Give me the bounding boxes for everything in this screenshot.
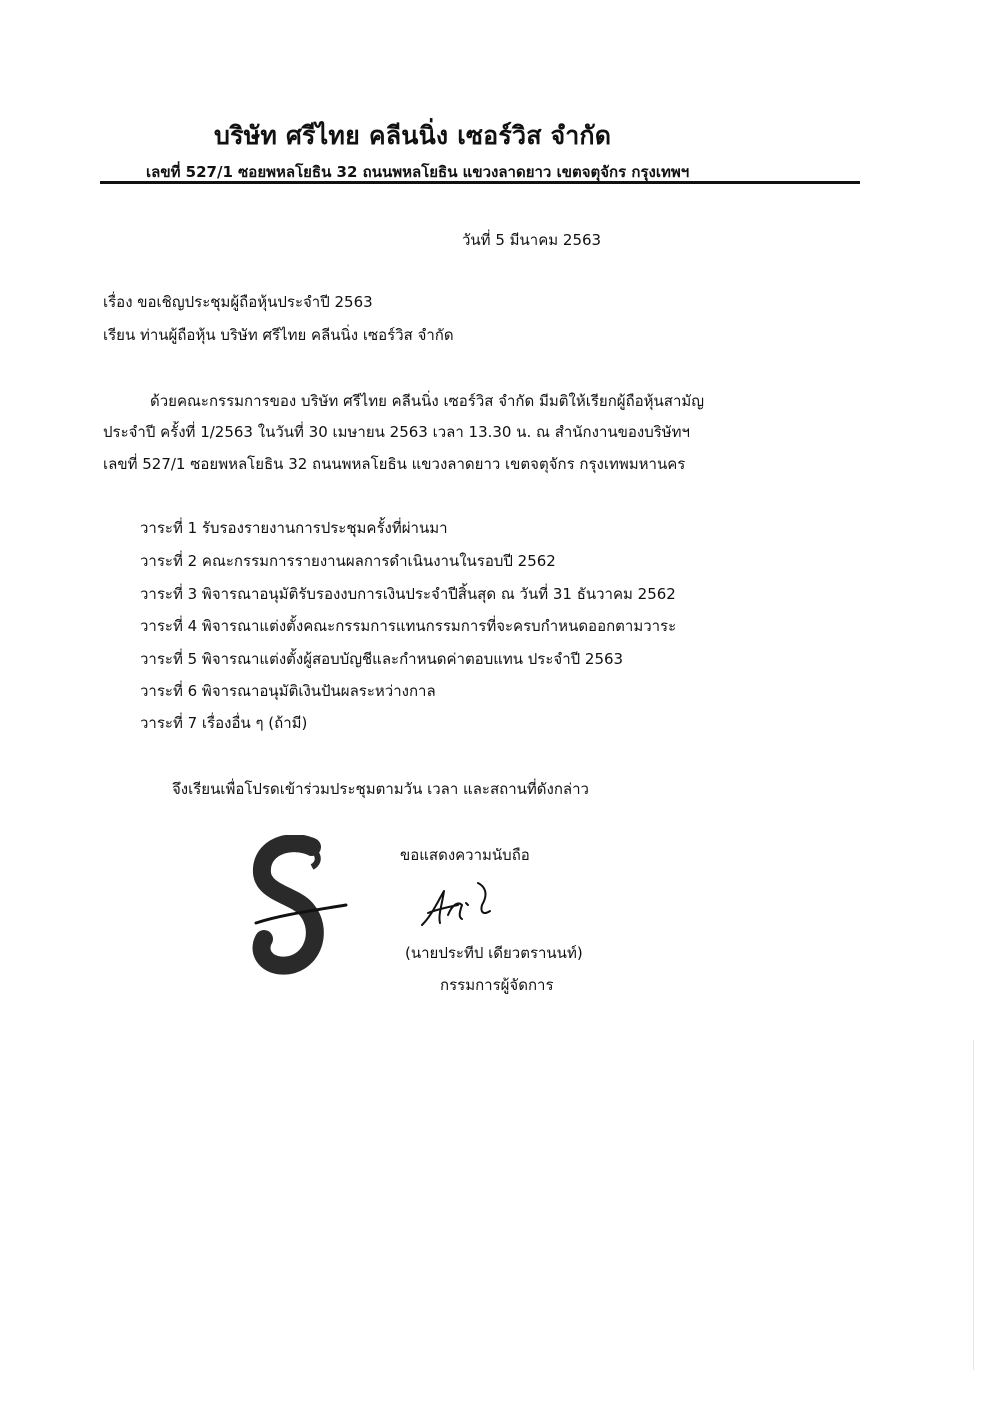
company-name: บริษัท ศรีไทย คลีนนิ่ง เซอร์วิส จำกัด	[214, 121, 612, 150]
agenda-item: วาระที่ 7 เรื่องอื่น ๆ (ถ้ามี)	[140, 714, 308, 732]
paragraph-line: ด้วยคณะกรรมการของ บริษัท ศรีไทย คลีนนิ่ง เซอร์วิส จำกัด มีมติให้เรียกผู้ถือหุ้นสามัญ	[150, 392, 705, 410]
scan-edge-mark	[973, 1040, 974, 1370]
agenda-item: วาระที่ 6 พิจารณาอนุมัติเงินปันผลระหว่างกาล	[140, 682, 436, 700]
agenda-item: วาระที่ 4 พิจารณาแต่งตั้งคณะกรรมการแทนกรรมการที่จะครบกำหนดออกตามวาระ	[140, 617, 677, 635]
agenda-item: วาระที่ 1 รับรองรายงานการประชุมครั้งที่ผ่านมา	[140, 519, 448, 537]
paragraph-line: เลขที่ 527/1 ซอยพหลโยธิน 32 ถนนพหลโยธิน แขวงลาดยาว เขตจตุจักร กรุงเทพมหานคร	[103, 455, 686, 473]
company-seal-stamp	[250, 835, 350, 980]
closing-sentence: จึงเรียนเพื่อโปรดเข้าร่วมประชุมตามวัน เวลา และสถานที่ดังกล่าว	[172, 780, 589, 798]
agenda-item: วาระที่ 3 พิจารณาอนุมัติรับรองงบการเงินประจำปีสิ้นสุด ณ วันที่ 31 ธันวาคม 2562	[140, 585, 676, 603]
header-rule	[100, 181, 860, 184]
signer-name: (นายประทีป เดียวตรานนท์)	[405, 944, 583, 962]
letter-subject: เรื่อง ขอเชิญประชุมผู้ถือหุ้นประจำปี 2563	[103, 293, 373, 311]
letter-recipient: เรียน ท่านผู้ถือหุ้น บริษัท ศรีไทย คลีนนิ่ง เซอร์วิส จำกัด	[103, 326, 454, 344]
agenda-item: วาระที่ 2 คณะกรรมการรายงานผลการดำเนินงานในรอบปี 2562	[140, 552, 556, 570]
letter-date: วันที่ 5 มีนาคม 2563	[462, 231, 602, 249]
company-address: เลขที่ 527/1 ซอยพหลโยธิน 32 ถนนพหลโยธิน แขวงลาดยาว เขตจตุจักร กรุงเทพฯ	[146, 163, 690, 181]
signature	[418, 875, 508, 935]
agenda-item: วาระที่ 5 พิจารณาแต่งตั้งผู้สอบบัญชีและกำหนดค่าตอบแทน ประจำปี 2563	[140, 650, 624, 668]
regards-line: ขอแสดงความนับถือ	[400, 846, 530, 864]
paragraph-line: ประจำปี ครั้งที่ 1/2563 ในวันที่ 30 เมษายน 2563 เวลา 13.30 น. ณ สำนักงานของบริษัทฯ	[103, 423, 690, 441]
signer-title: กรรมการผู้จัดการ	[440, 976, 554, 994]
